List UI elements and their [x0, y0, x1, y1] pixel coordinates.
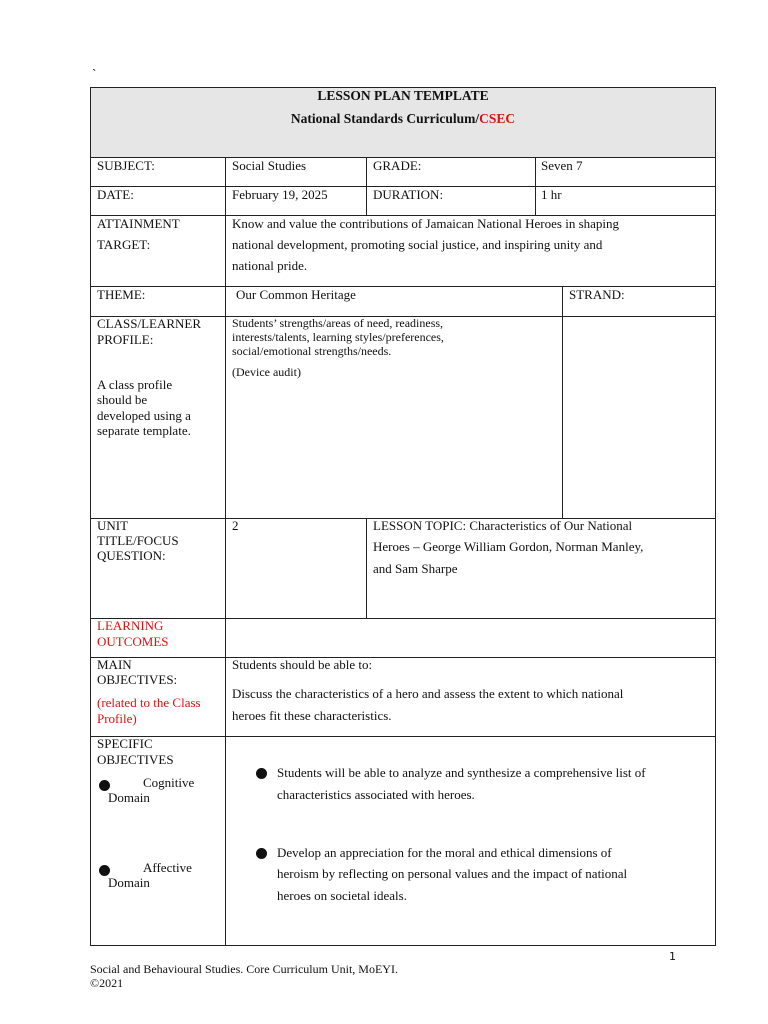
- column-divider: [562, 286, 563, 518]
- lesson-topic: LESSON TOPIC: Characteristics of Our National: [373, 518, 633, 533]
- bullet-icon: [256, 848, 267, 859]
- footer: [90, 962, 398, 990]
- learning-outcomes-label: LEARNING: [97, 618, 164, 633]
- attainment-text: national pride.: [232, 258, 308, 273]
- date-value: February 19, 2025: [232, 187, 328, 202]
- affective-domain-label: Affective: [143, 860, 192, 875]
- curriculum-label: National Standards Curriculum/: [290, 111, 480, 126]
- attainment-text: national development, promoting social justice, and inspiring unity and: [232, 237, 603, 252]
- subject-label: SUBJECT:: [97, 158, 155, 173]
- unit-label: UNIT: [97, 518, 129, 533]
- attainment-label: ATTAINMENT: [97, 216, 180, 231]
- page-number: 1: [669, 950, 676, 963]
- specific-objectives-label: OBJECTIVES: [97, 752, 174, 767]
- profile-note: should be: [97, 392, 148, 407]
- row-divider: [91, 657, 715, 658]
- csec-label: CSEC: [479, 111, 516, 126]
- cognitive-domain-label: Domain: [108, 790, 150, 805]
- template-title: LESSON PLAN TEMPLATE: [317, 88, 489, 103]
- footer-copyright: ©2021: [90, 976, 124, 990]
- learning-outcomes-label: OUTCOMES: [97, 634, 169, 649]
- cognitive-objective: characteristics associated with heroes.: [277, 787, 475, 802]
- profile-description: interests/talents, learning styles/preferences,: [232, 330, 444, 344]
- column-divider: [366, 518, 367, 618]
- cognitive-objective: Students will be able to analyze and synthesize a comprehensive list of: [277, 765, 646, 780]
- unit-label: QUESTION:: [97, 548, 166, 563]
- main-objectives-label: MAIN: [97, 657, 132, 672]
- grade-label: GRADE:: [373, 158, 422, 173]
- main-objectives-note: Profile): [97, 711, 137, 726]
- profile-description: social/emotional strengths/needs.: [232, 344, 392, 358]
- affective-objective: heroes on societal ideals.: [277, 888, 407, 903]
- specific-objectives-label: SPECIFIC: [97, 736, 153, 751]
- duration-label: DURATION:: [373, 187, 444, 202]
- profile-note: developed using a: [97, 408, 191, 423]
- main-objectives-label: OBJECTIVES:: [97, 672, 178, 687]
- unit-label: TITLE/FOCUS: [97, 533, 179, 548]
- duration-value: 1 hr: [541, 187, 562, 202]
- theme-value: Our Common Heritage: [236, 287, 356, 302]
- stray-mark: `: [92, 66, 97, 81]
- main-objective-text: heroes fit these characteristics.: [232, 708, 392, 723]
- subject-value: Social Studies: [232, 158, 307, 173]
- lesson-topic: Heroes – George William Gordon, Norman Manley,: [373, 539, 644, 554]
- cognitive-domain-label: Cognitive: [143, 775, 195, 790]
- attainment-label: TARGET:: [97, 237, 151, 252]
- bullet-icon: [256, 768, 267, 779]
- template-subtitle: [91, 111, 715, 127]
- unit-value: 2: [232, 518, 239, 533]
- profile-note: A class profile: [97, 377, 173, 392]
- column-divider: [366, 157, 367, 215]
- objectives-intro: Students should be able to:: [232, 657, 373, 672]
- row-divider: [91, 736, 715, 737]
- device-audit: (Device audit): [232, 365, 301, 379]
- affective-objective: Develop an appreciation for the moral and ethical dimensions of: [277, 845, 612, 860]
- profile-label: CLASS/LEARNER: [97, 316, 202, 331]
- date-label: DATE:: [97, 187, 134, 202]
- template-header: [91, 88, 715, 158]
- column-divider: [535, 157, 536, 215]
- main-objectives-note: (related to the Class: [97, 695, 201, 710]
- attainment-text: Know and value the contributions of Jamaican National Heroes in shaping: [232, 216, 620, 231]
- grade-value: Seven 7: [541, 158, 583, 173]
- profile-note: separate template.: [97, 423, 191, 438]
- lesson-topic: and Sam Sharpe: [373, 561, 458, 576]
- profile-label: PROFILE:: [97, 332, 154, 347]
- affective-objective: heroism by reflecting on personal values and the impact of national: [277, 866, 628, 881]
- footer-line: Social and Behavioural Studies. Core Curriculum Unit, MoEYI.: [90, 962, 398, 976]
- profile-description: Students’ strengths/areas of need, readiness,: [232, 316, 444, 330]
- strand-label: STRAND:: [569, 287, 625, 302]
- main-objective-text: Discuss the characteristics of a hero and assess the extent to which national: [232, 686, 624, 701]
- affective-domain-label: Domain: [108, 875, 150, 890]
- column-divider: [225, 157, 226, 946]
- row-divider: [91, 618, 715, 619]
- theme-label: THEME:: [97, 287, 146, 302]
